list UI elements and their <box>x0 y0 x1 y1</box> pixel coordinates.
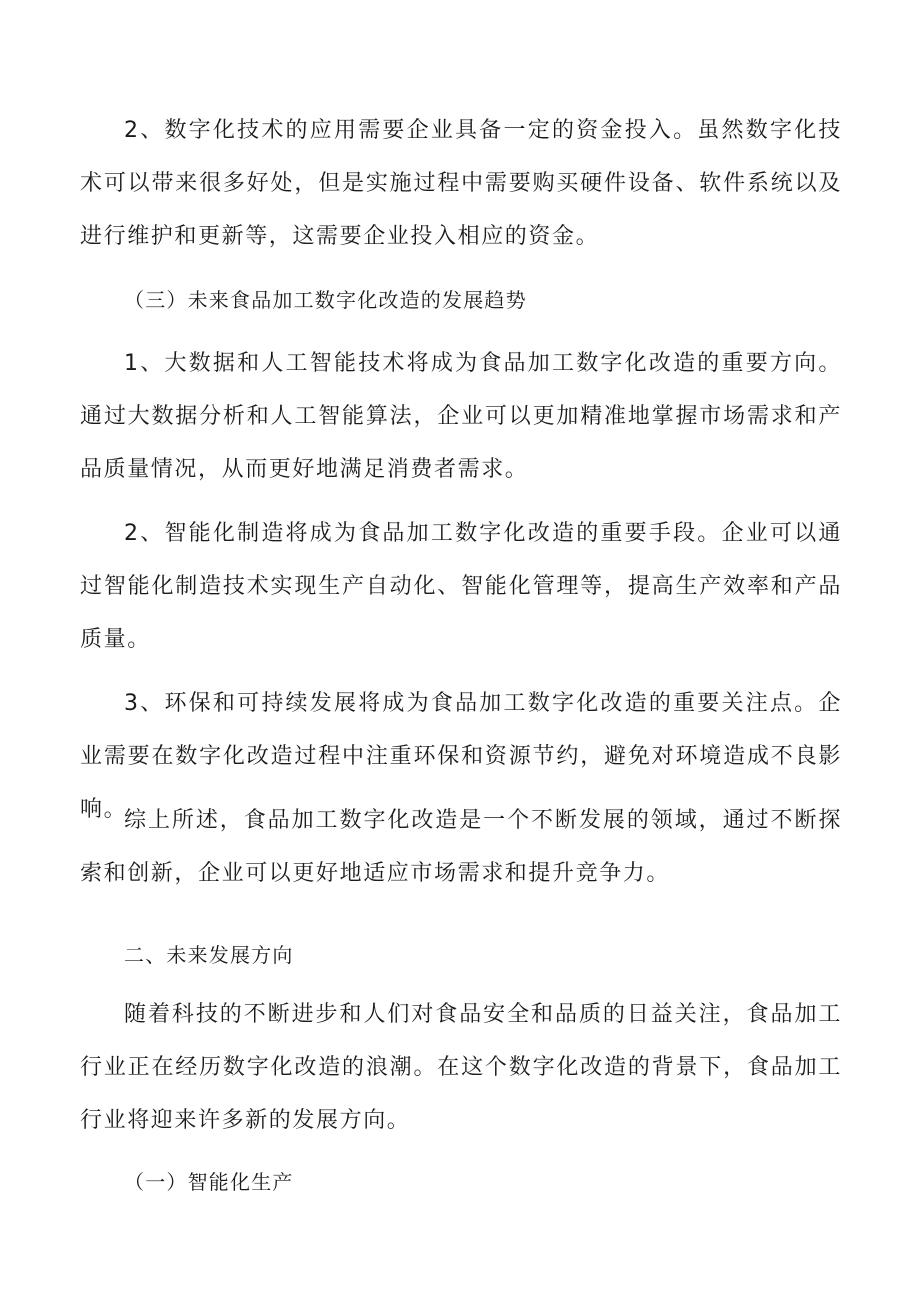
paragraph-environmental: 3、环保和可持续发展将成为食品加工数字化改造的重要关注点。企业需要在数字化改造过程中注重环保和资源节约，避免对环境造成不良影响。 <box>80 691 842 822</box>
paragraph-funding-investment: 2、数字化技术的应用需要企业具备一定的资金投入。虽然数字化技术可以带来很多好处，但是实施过程中需要购买硬件设备、软件系统以及进行维护和更新等，这需要企业投入相应的资金。 <box>80 118 842 249</box>
paragraph-industry-context: 随着科技的不断进步和人们对食品安全和品质的日益关注，食品加工行业正在经历数字化改造的浪潮。在这个数字化改造的背景下，食品加工行业将迎来许多新的发展方向。 <box>80 1002 842 1133</box>
paragraph-smart-manufacturing: 2、智能化制造将成为食品加工数字化改造的重要手段。企业可以通过智能化制造技术实现生产自动化、智能化管理等，提高生产效率和产品质量。 <box>80 521 842 652</box>
section-heading-future-direction: 二、未来发展方向 <box>124 943 294 967</box>
subheading-smart-production: （一）智能化生产 <box>124 1170 294 1194</box>
subheading-future-trends: （三）未来食品加工数字化改造的发展趋势 <box>124 288 527 312</box>
paragraph-summary: 综上所述，食品加工数字化改造是一个不断发展的领域，通过不断探索和创新，企业可以更好地适应市场需求和提升竞争力。 <box>80 808 842 886</box>
paragraph-big-data-ai: 1、大数据和人工智能技术将成为食品加工数字化改造的重要方向。通过大数据分析和人工智能算法，企业可以更加精准地掌握市场需求和产品质量情况，从而更好地满足消费者需求。 <box>80 351 842 482</box>
